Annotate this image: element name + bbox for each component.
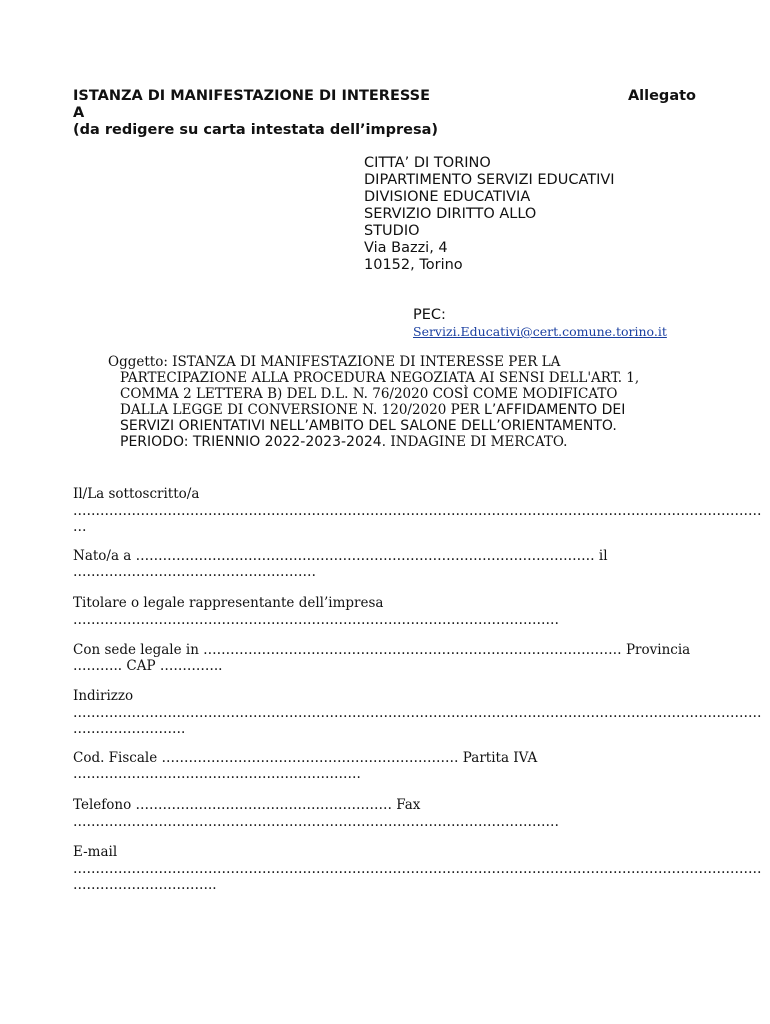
- address-line: DIPARTIMENTO SERVIZI EDUCATIVI: [364, 172, 615, 188]
- pec-email-link[interactable]: Servizi.Educativi@cert.comune.torino.it: [413, 324, 667, 339]
- allegato-label: Allegato: [627, 88, 696, 104]
- field-sottoscritto[interactable]: [73, 486, 762, 535]
- recipient-address: [364, 155, 615, 274]
- field-dots: ………………………………………………………………………………………………………………………………………: [73, 503, 762, 519]
- field-dots: …………………………..: [73, 877, 217, 893]
- field-indirizzo[interactable]: [73, 688, 762, 737]
- field-sede-legale[interactable]: [73, 642, 691, 674]
- oggetto-line: COMMA 2 LETTERA B) DEL D.L. N. 76/2020 COSÌ COME MODIFICATO: [120, 386, 618, 402]
- document-title: ISTANZA DI MANIFESTAZIONE DI INTERESSE: [73, 88, 430, 104]
- field-label: Telefono ………………………………………………… Fax: [73, 797, 421, 813]
- field-dots: ………………………………………………………………………………………………………………………………………: [73, 705, 762, 721]
- field-dots: ………………………………………………………………………………………………: [73, 814, 559, 830]
- field-telefono[interactable]: [73, 797, 685, 830]
- address-line: CITTA’ DI TORINO: [364, 155, 491, 171]
- field-dots: ………………………………………………………………………………………………: [73, 612, 559, 628]
- oggetto-line: PERIODO: TRIENNIO 2022-2023-2024. INDAGINE DI MERCATO.: [120, 434, 568, 450]
- field-dots: …: [73, 519, 87, 535]
- document-subtitle: (da redigere su carta intestata dell’impresa): [73, 122, 439, 138]
- field-dots: ……….. CAP …………..: [73, 658, 223, 674]
- oggetto-line: PARTECIPAZIONE ALLA PROCEDURA NEGOZIATA AI SENSI DELL'ART. 1,: [120, 370, 640, 386]
- oggetto-line: SERVIZI ORIENTATIVI NELL’AMBITO DEL SALONE DELL’ORIENTAMENTO.: [120, 418, 617, 434]
- field-dots: ……………………………………………………….: [73, 766, 361, 782]
- address-line: DIVISIONE EDUCATIVIA: [364, 189, 531, 205]
- field-email[interactable]: [73, 844, 762, 893]
- oggetto-line: Oggetto: ISTANZA DI MANIFESTAZIONE DI INTERESSE PER LA: [108, 354, 561, 370]
- field-cod-fiscale[interactable]: [73, 750, 685, 782]
- field-label: Titolare o legale rappresentante dell’impresa: [73, 595, 384, 611]
- oggetto-line: DALLA LEGGE DI CONVERSIONE N. 120/2020 PER L’AFFIDAMENTO DEI: [120, 402, 626, 418]
- field-label: E-mail: [73, 844, 118, 860]
- field-titolare[interactable]: [73, 595, 685, 628]
- oggetto-block: [108, 354, 698, 450]
- field-nato[interactable]: [73, 548, 685, 580]
- field-label: Con sede legale in ………………………………………………………………………………… Provincia: [73, 642, 691, 658]
- pec-label: PEC:: [413, 307, 446, 323]
- field-label: Cod. Fiscale ………………………………………………………… Partita IVA: [73, 750, 538, 766]
- field-dots: ………………………………………………: [73, 564, 316, 580]
- field-label: Il/La sottoscritto/a: [73, 486, 200, 502]
- address-line: Via Bazzi, 4: [364, 240, 448, 256]
- address-line: SERVIZIO DIRITTO ALLO: [364, 206, 537, 222]
- address-line: 10152, Torino: [364, 257, 463, 273]
- field-label: Nato/a a ………………………………………………………………………………………… il: [73, 548, 608, 564]
- field-dots: ………………………………………………………………………………………………………………………………………: [73, 861, 762, 877]
- address-line: STUDIO: [364, 223, 420, 239]
- field-dots: …………………….: [73, 721, 186, 737]
- field-label: Indirizzo: [73, 688, 134, 704]
- allegato-suffix: A: [73, 105, 85, 121]
